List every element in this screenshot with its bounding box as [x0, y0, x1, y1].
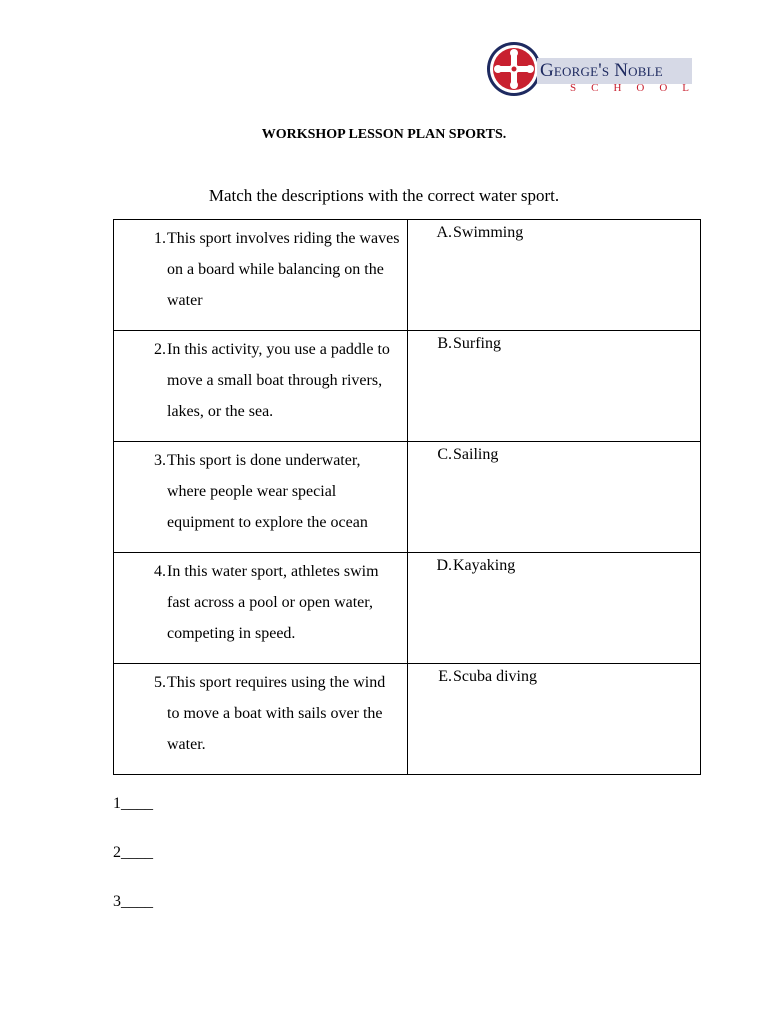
option-letter: B. [437, 335, 452, 352]
item-description: This sport is done underwater, where people wear special equipment to explore the ocean [167, 452, 368, 531]
item-description: In this water sport, athletes swim fast across a pool or open water, competing in speed. [167, 563, 379, 642]
school-logo [486, 39, 705, 101]
item-number: 2. [154, 341, 166, 358]
item-description: This sport requires using the wind to move a boat with sails over the water. [167, 674, 386, 753]
instruction-text: Match the descriptions with the correct water sport. [208, 186, 560, 205]
option-cell [408, 553, 701, 664]
option-text: Swimming [453, 224, 524, 241]
option-text: Scuba diving [453, 668, 537, 685]
item-number: 3. [154, 452, 166, 469]
description-cell [114, 442, 408, 553]
description-cell [114, 664, 408, 775]
table-row [114, 664, 701, 775]
option-letter: E. [438, 668, 452, 685]
page-title: WORKSHOP LESSON PLAN SPORTS. [261, 127, 507, 142]
table-row [114, 442, 701, 553]
answer-line-1[interactable]: 1____ [113, 795, 153, 812]
option-letter: A. [436, 224, 452, 241]
answer-line-2[interactable]: 2____ [113, 844, 153, 861]
school-name: George's Noble [540, 60, 663, 81]
school-subtitle: SCHOOL [570, 82, 705, 94]
table-row [114, 331, 701, 442]
school-seal-icon [486, 39, 542, 99]
option-text: Surfing [453, 335, 501, 352]
option-cell [408, 664, 701, 775]
option-cell [408, 331, 701, 442]
matching-table [113, 219, 701, 775]
description-cell [114, 331, 408, 442]
option-text: Kayaking [453, 557, 516, 574]
item-description: This sport involves riding the waves on a board while balancing on the water [167, 230, 400, 309]
option-cell [408, 220, 701, 331]
option-text: Sailing [453, 446, 499, 463]
description-cell [114, 220, 408, 331]
item-number: 1. [154, 230, 166, 247]
option-cell [408, 442, 701, 553]
table-row [114, 553, 701, 664]
answer-line-3[interactable]: 3____ [113, 893, 153, 910]
item-number: 4. [154, 563, 166, 580]
option-letter: C. [437, 446, 452, 463]
table-row [114, 220, 701, 331]
item-description: In this activity, you use a paddle to move a small boat through rivers, lakes, or the sea. [167, 341, 390, 420]
item-number: 5. [154, 674, 166, 691]
option-letter: D. [436, 557, 452, 574]
description-cell [114, 553, 408, 664]
